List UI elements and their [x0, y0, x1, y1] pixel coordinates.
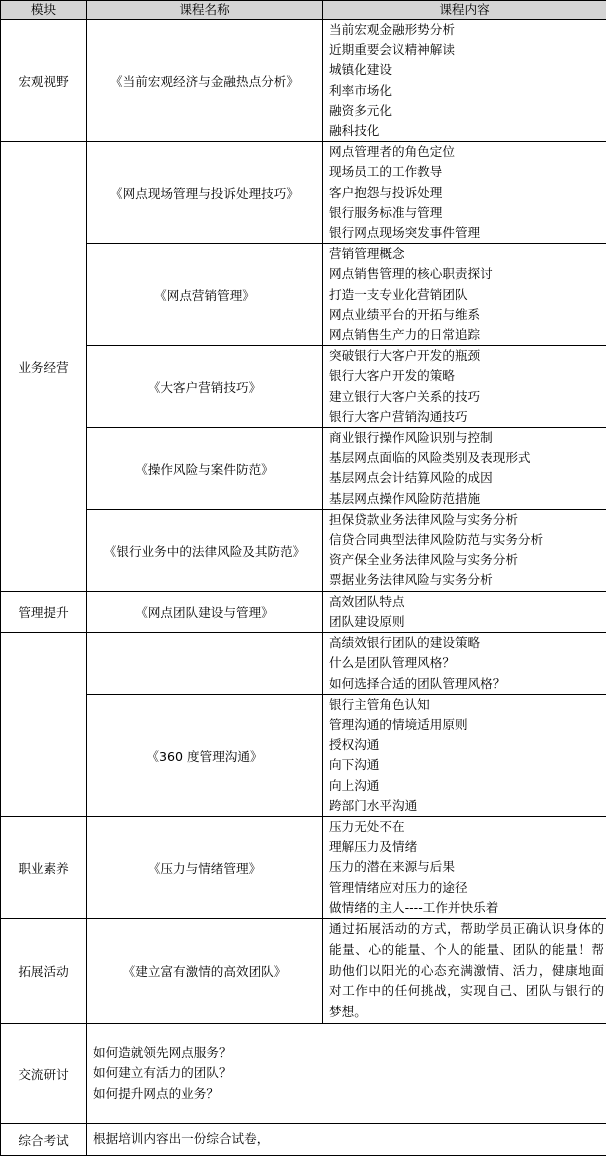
content-item: 如何提升网点的业务？ — [93, 1084, 606, 1105]
course-name-cell: 《建立富有激情的高效团队》 — [87, 918, 323, 1023]
content-item: 如何建立有活力的团队？ — [93, 1063, 606, 1084]
course-name-cell: 《压力与情绪管理》 — [87, 816, 323, 918]
table-row — [1, 244, 606, 346]
course-content-cell — [323, 346, 606, 428]
course-content-cell — [323, 694, 606, 816]
content-item: 基层网点操作风险防范措施 — [329, 489, 606, 509]
course-content-cell — [323, 428, 606, 510]
module-cell: 交流研讨 — [1, 1023, 87, 1123]
content-item: 根据培训内容出一份综合试卷， — [93, 1129, 606, 1150]
content-item: 授权沟通 — [329, 735, 606, 755]
table-row — [1, 591, 606, 632]
content-item: 信贷合同典型法律风险防范与实务分析 — [329, 530, 606, 550]
course-name-cell: 《当前宏观经济与金融热点分析》 — [87, 20, 323, 142]
content-item: 建立银行大客户关系的技巧 — [329, 387, 606, 407]
course-content-cell — [323, 633, 606, 695]
content-item: 银行大客户营销沟通技巧 — [329, 407, 606, 427]
course-content-cell — [323, 244, 606, 346]
module-cell: 宏观视野 — [1, 20, 87, 142]
course-content-cell — [323, 20, 606, 142]
table-row — [1, 20, 606, 142]
course-content-cell — [323, 816, 606, 918]
course-content-cell — [323, 509, 606, 591]
content-item: 银行网点现场突发事件管理 — [329, 223, 606, 243]
content-item: 团队建设原则 — [329, 612, 606, 632]
content-item: 网点销售生产力的日常追踪 — [329, 325, 606, 345]
content-item: 网点销售管理的核心职责探讨 — [329, 264, 606, 284]
content-item: 基层网点面临的风险类别及表现形式 — [329, 448, 606, 468]
table-row — [1, 918, 606, 1023]
content-item: 现场员工的工作教导 — [329, 162, 606, 182]
content-item: 高绩效银行团队的建设策略 — [329, 633, 606, 653]
content-item: 突破银行大客户开发的瓶颈 — [329, 346, 606, 366]
content-item: 近期重要会议精神解读 — [329, 40, 606, 60]
course-name-cell: 《操作风险与案件防范》 — [87, 428, 323, 510]
course-name-cell: 《网点营销管理》 — [87, 244, 323, 346]
content-item: 营销管理概念 — [329, 244, 606, 264]
header-module: 模块 — [1, 1, 87, 20]
table-row — [1, 509, 606, 591]
header-course-content: 课程内容 — [323, 1, 606, 20]
content-item: 资产保全业务法律风险与实务分析 — [329, 550, 606, 570]
course-name-cell — [87, 633, 323, 695]
table-row — [1, 633, 606, 695]
module-cell: 业务经营 — [1, 142, 87, 591]
content-item: 压力无处不在 — [329, 817, 606, 837]
table-row — [1, 346, 606, 428]
content-item: 什么是团队管理风格？ — [329, 653, 606, 673]
content-item: 打造一支专业化营销团队 — [329, 285, 606, 305]
course-content-cell — [323, 142, 606, 244]
content-item: 管理情绪应对压力的途径 — [329, 878, 606, 898]
header-course-name: 课程名称 — [87, 1, 323, 20]
content-item: 网点业绩平台的开拓与维系 — [329, 305, 606, 325]
content-item: 担保贷款业务法律风险与实务分析 — [329, 510, 606, 530]
table-row — [1, 1023, 606, 1123]
content-item: 银行大客户开发的策略 — [329, 366, 606, 386]
content-item: 城镇化建设 — [329, 60, 606, 80]
content-item: 向上沟通 — [329, 776, 606, 796]
content-item: 基层网点会计结算风险的成因 — [329, 468, 606, 488]
content-item: 如何选择合适的团队管理风格？ — [329, 674, 606, 694]
content-item: 向下沟通 — [329, 755, 606, 775]
course-name-cell: 《网点现场管理与投诉处理技巧》 — [87, 142, 323, 244]
content-item: 银行服务标准与管理 — [329, 203, 606, 223]
discussion-topics-cell — [87, 1023, 606, 1123]
content-item: 融资多元化 — [329, 101, 606, 121]
course-content-paragraph: 通过拓展活动的方式，帮助学员正确认识身体的能量、心的能量、个人的能量、团队的能量！帮助他们以阳光的心态充满激情、活力，健康地面对工作中的任何挑战，实现自己、团队与银行的梦想。 — [323, 918, 606, 1023]
content-item: 做情绪的主人----工作并快乐着 — [329, 898, 606, 918]
content-item: 利率市场化 — [329, 81, 606, 101]
module-cell — [1, 633, 87, 817]
course-name-cell: 《大客户营销技巧》 — [87, 346, 323, 428]
content-item: 跨部门水平沟通 — [329, 796, 606, 816]
course-content-cell — [323, 591, 606, 632]
content-item: 高效团队特点 — [329, 592, 606, 612]
content-item: 如何造就领先网点服务？ — [93, 1043, 606, 1064]
exam-description-cell — [87, 1123, 606, 1155]
module-cell: 管理提升 — [1, 591, 87, 632]
content-item: 银行主管角色认知 — [329, 695, 606, 715]
course-name-cell: 《银行业务中的法律风险及其防范》 — [87, 509, 323, 591]
content-item: 当前宏观金融形势分析 — [329, 20, 606, 40]
table-row — [1, 142, 606, 244]
table-row — [1, 816, 606, 918]
content-item: 票据业务法律风险与实务分析 — [329, 570, 606, 590]
content-item: 商业银行操作风险识别与控制 — [329, 428, 606, 448]
content-item: 客户抱怨与投诉处理 — [329, 183, 606, 203]
table-row — [1, 694, 606, 816]
module-cell: 职业素养 — [1, 816, 87, 918]
course-name-cell: 《网点团队建设与管理》 — [87, 591, 323, 632]
module-cell: 拓展活动 — [1, 918, 87, 1023]
course-name-cell: 《360 度管理沟通》 — [87, 694, 323, 816]
content-item: 管理沟通的情境适用原则 — [329, 715, 606, 735]
content-item: 压力的潜在来源与后果 — [329, 857, 606, 877]
table-header-row — [1, 1, 606, 20]
table-row — [1, 1123, 606, 1155]
content-item: 融科技化 — [329, 121, 606, 141]
table-row — [1, 428, 606, 510]
content-item: 理解压力及情绪 — [329, 837, 606, 857]
module-cell: 综合考试 — [1, 1123, 87, 1155]
content-item: 网点管理者的角色定位 — [329, 142, 606, 162]
